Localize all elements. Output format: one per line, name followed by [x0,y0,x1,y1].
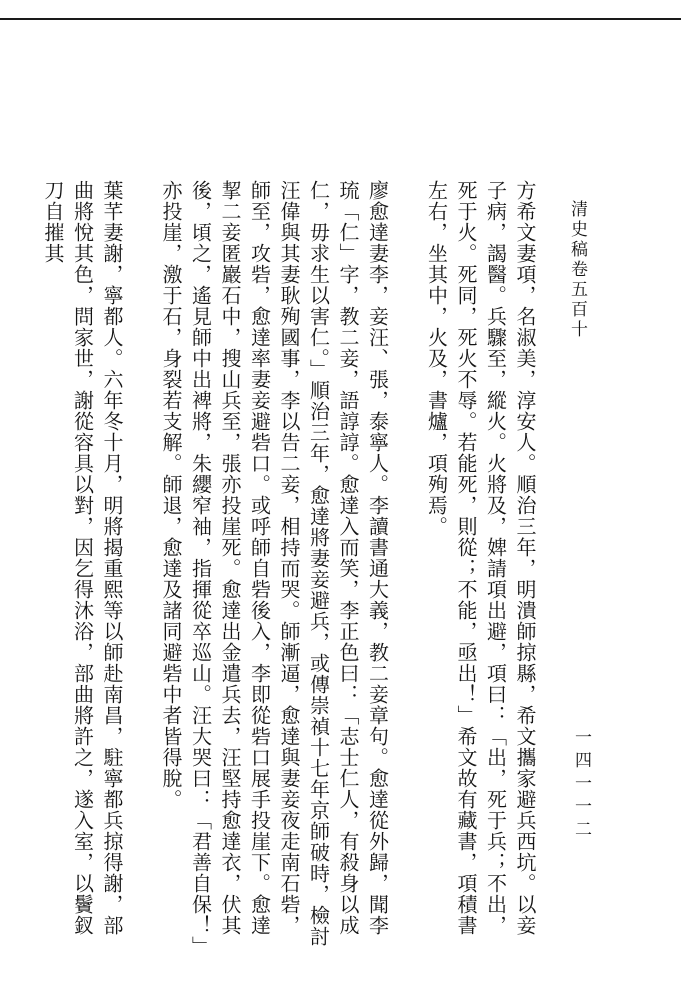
top-rule [0,18,681,20]
paragraph-liao-yuda-wife: 廖愈達妻李，妾汪、張，泰寧人。李讀書通大義，教二妾章句。愈達從外歸，聞李琉「仁」字，教二妾，語諄諄。愈達入而笑，李正色曰：「志士仁人，有殺身以成仁，毋求生以害仁。」順治三年，愈達將妻妾避兵，或傳崇禎十七年京師破時，檢討汪偉與其妻耿殉國事，李以告二妾，相持而哭。師漸逼，愈達與妻妾夜走南石砦，師至，攻砦，愈達率妻妾避砦口。或呼師自砦後入，李即從砦口展手投崖下。愈達挈二妾匿巖石中，搜山兵至，張亦投崖死。愈達出金遣兵去，汪堅持愈達衣，伏其後，頃之，遙見師中出裨將，朱纓窄袖，指揮從卒巡山。汪大哭曰：「君善自保！」亦投崖，激于石，身裂若支解。師退，愈達及諸同避砦中者皆得脫。 [159,180,390,947]
paragraph-ye-qian-wife: 葉芊妻謝，寧都人。六年冬十月，明將揭重熙等以師赴南昌，駐寧都兵掠得謝，部曲將悅其色，問家世，謝從容具以對，因乞得沐浴，部曲將許之，遂入室，以鬢釵刀自摧其 [41,180,124,936]
body-text [41,180,539,950]
paragraph-fang-xiwen-wife: 方希文妻項，名淑美，淳安人。順治三年，明潰師掠縣，希文攜家避兵西坑。以妾子病，謁醫。兵驟至，縱火。火將及，婢請項出避，項曰：「出，死于兵；不出，死于火。死同，死火不辱。若能死，則從；不能，亟出！」希文故有藏書，項積書左右，坐其中，火及，書爐，項殉焉。 [424,180,537,936]
page-number: 一四一一二 [571,728,591,843]
running-header: 清史稿卷五百十 [567,200,587,340]
